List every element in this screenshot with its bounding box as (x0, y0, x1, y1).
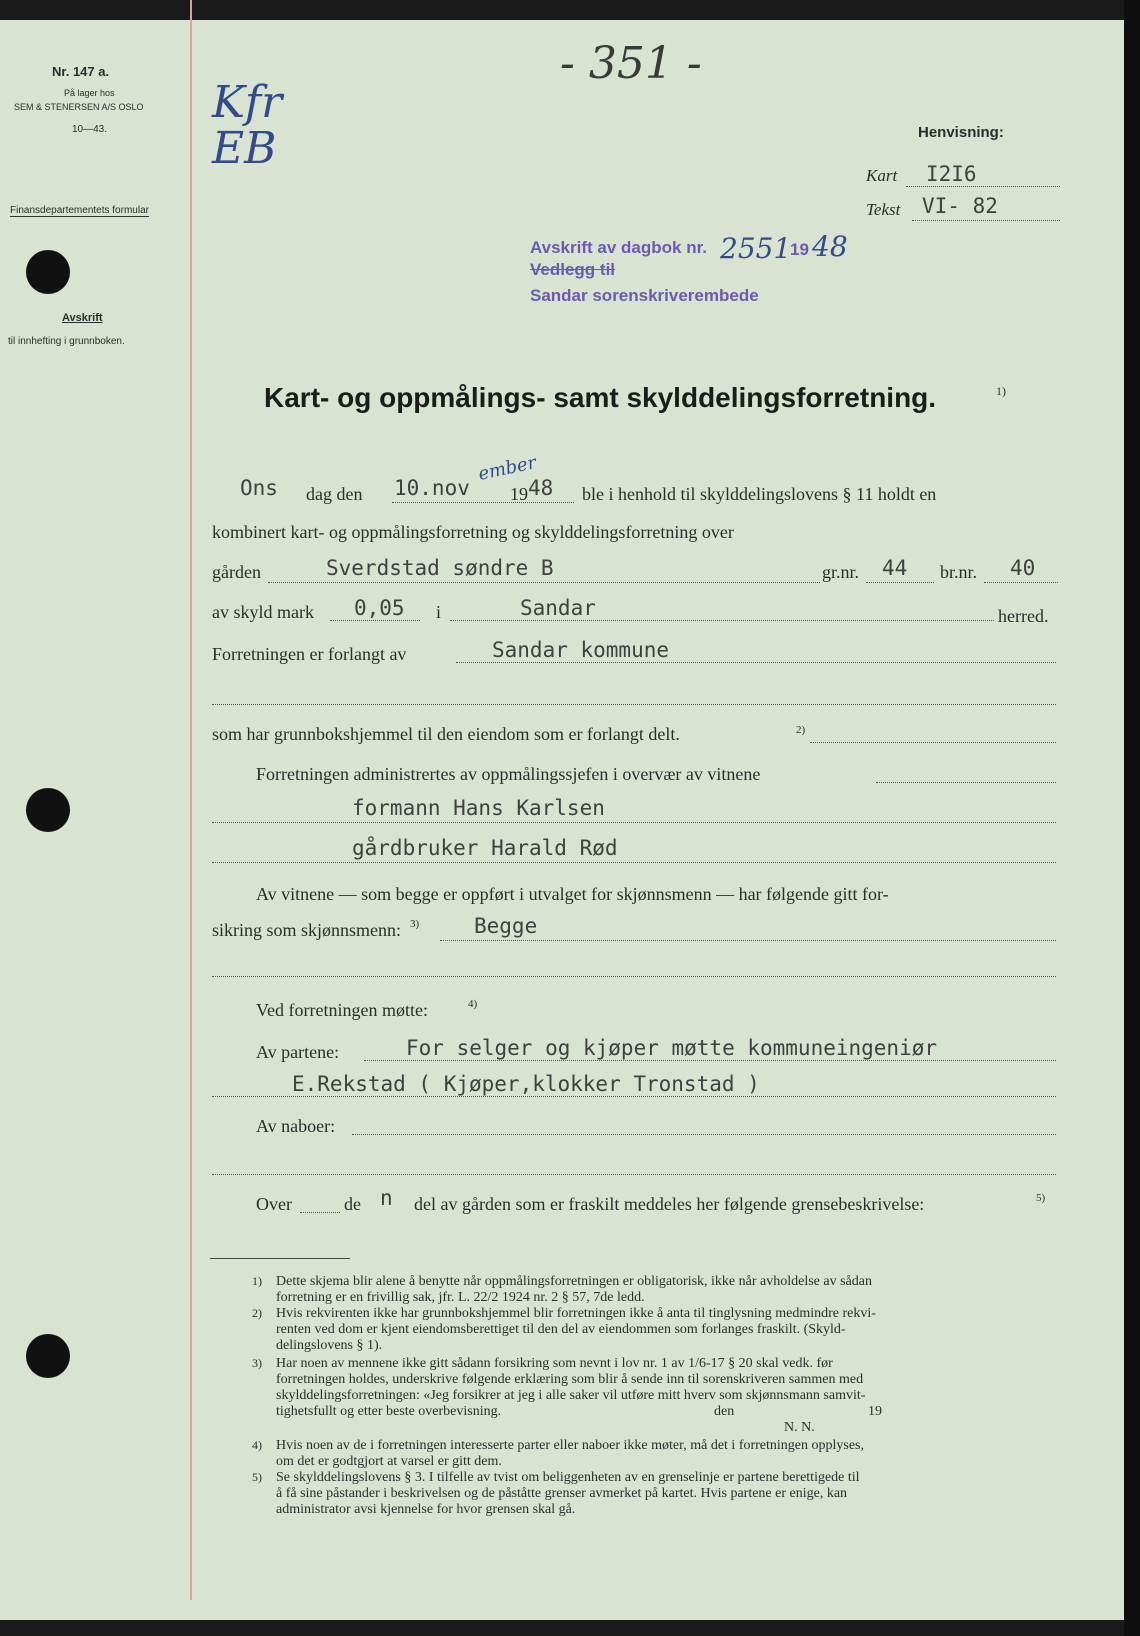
neighbours-label: Av naboer: (256, 1116, 336, 1136)
kart-line (906, 186, 1060, 187)
attend-note: 4) (468, 998, 478, 1010)
skyld-label: av skyld mark (212, 602, 314, 622)
footnote-mark: 3) (252, 1356, 262, 1370)
page-title: Kart- og oppmålings- samt skylddelingsforretning. (264, 382, 937, 413)
over-dots (300, 1212, 340, 1213)
bnr-value: 40 (1010, 556, 1036, 580)
gnr-line (866, 582, 934, 583)
herred-line (450, 620, 994, 621)
year-written: 48 (528, 476, 554, 500)
parties-value2: E.Rekstad ( Kjøper,klokker Tronstad ) (292, 1072, 760, 1096)
footnote-line: forretningen holdes, underskrive følgende erklæring som blir å sende inn til sorenskriveren sammen med (276, 1372, 864, 1387)
farm-line (268, 582, 820, 583)
gnr-value: 44 (882, 556, 908, 580)
initials: Kfr EB (212, 77, 283, 174)
date-written: 10.nov (394, 476, 470, 500)
dag-den-label: dag den (306, 484, 363, 504)
printer-line2: SEM & STENERSEN A/S OSLO (14, 102, 144, 112)
neighbours-line (352, 1134, 1056, 1135)
boundary-rest: del av gården som er fraskilt meddeles her følgende grensebeskrivelse: (414, 1194, 925, 1214)
bnr-line (984, 582, 1058, 583)
farm-value: Sverdstad søndre B (326, 556, 554, 580)
i-label: i (436, 602, 442, 622)
blank-line2 (212, 976, 1056, 977)
deed-note: 2) (796, 724, 806, 736)
assurance-value: Begge (474, 914, 538, 938)
herred-value: Sandar (520, 596, 596, 620)
footnote-line: administrator avsi kjennelse for hvor grensen skal gå. (276, 1502, 576, 1517)
boundary-note: 5) (1036, 1192, 1046, 1204)
stamp-year-suffix: 48 (812, 230, 848, 263)
form-owner: Finansdepartementets formular (10, 205, 149, 216)
punch-hole (26, 1334, 70, 1378)
copy-purpose: til innhefting i grunnboken. (8, 336, 125, 347)
footnote-5 (276, 1470, 1056, 1518)
footnote-line: tighetsfullt og etter beste overbevisning. (276, 1404, 502, 1419)
footnote-line: å få sine påstander i beskrivelsen og de påståtte grenser avmerket på kartet. Hvis partene er enige, kan (276, 1486, 848, 1501)
footnote-3 (276, 1356, 1056, 1420)
copy-label: Avskrift (62, 312, 103, 324)
parties-label: Av partene: (256, 1042, 340, 1062)
reference-label: Henvisning: (918, 124, 1004, 141)
footnote-4 (276, 1438, 1056, 1470)
stamp-entry-number: 2551 (720, 232, 792, 265)
assurance-line2: sikring som skjønnsmenn: (212, 920, 402, 940)
blank-line (212, 704, 1056, 705)
footnote-line: Har noen av mennene ikke gitt sådann forsikring som nevnt i lov nr. 1 av 1/6-17 § 20 skal vedk. før (276, 1356, 833, 1371)
assurance-dots (440, 940, 1056, 941)
footnote-line: skylddelingsforretningen: «Jeg forsikrer at jeg i alle saker vil utføre mitt hverv som skjønnsmann samvit- (276, 1388, 866, 1403)
parties-line2 (212, 1096, 1056, 1097)
footnote-line: Dette skjema blir alene å benytte når oppmålingsforretningen er obligatorisk, ikke når avholdelse av sådan (276, 1274, 872, 1289)
tekst-label: Tekst (866, 200, 901, 219)
kart-value: I2I6 (926, 162, 977, 186)
footnote-line: delingslovens § 1). (276, 1338, 383, 1353)
title-note: 1) (996, 384, 1006, 398)
footnote-line: Se skylddelingslovens § 3. I tilfelle av tvist om beliggenheten av en grenselinje er partene berettigede til (276, 1470, 860, 1485)
de-label: de (344, 1194, 361, 1214)
intro-rest: ble i henhold til skylddelingslovens § 11 holdt en (582, 484, 937, 504)
tekst-value: VI- 82 (922, 194, 998, 218)
requested-line (456, 662, 1056, 663)
deed-dots (810, 742, 1056, 743)
stamp-struck: Vedlegg til (530, 260, 616, 279)
de-suffix: n (380, 1186, 393, 1210)
witness1-line (212, 822, 1056, 823)
skyld-value: 0,05 (354, 596, 405, 620)
attend-label: Ved forretningen møtte: (256, 1000, 428, 1020)
footnote-mark: 1) (252, 1274, 262, 1288)
scan-edge (1124, 0, 1140, 1636)
parties-value1: For selger og kjøper møtte kommuneingeniør (406, 1036, 938, 1060)
gnr-label: gr.nr. (822, 562, 860, 582)
date-line (392, 502, 574, 503)
page-number: - 351 - (560, 38, 702, 89)
print-date: 10—43. (72, 124, 108, 135)
admin-dots (876, 782, 1056, 783)
deed-line: som har grunnbokshjemmel til den eiendom som er forlangt delt. (212, 724, 680, 744)
witness2: gårdbruker Harald Rød (352, 836, 618, 860)
footnote-rule (210, 1258, 350, 1259)
punch-hole (26, 788, 70, 832)
kart-label: Kart (866, 166, 898, 185)
printer-line1: På lager hos (64, 88, 115, 98)
herred-label: herred. (998, 606, 1049, 626)
requested-label: Forretningen er forlangt av (212, 644, 407, 664)
farm-label: gården (212, 562, 261, 582)
requested-value: Sandar kommune (492, 638, 670, 662)
stamp-office: Sandar sorenskriverembede (530, 286, 759, 305)
assurance-line1: Av vitnene — som begge er oppført i utvalget for skjønnsmenn — har følgende gitt for- (256, 884, 889, 904)
footnote-mark: 4) (252, 1438, 262, 1452)
stamp-line1: Avskrift av dagbok nr. (530, 238, 707, 257)
footnote-den: den (714, 1404, 735, 1419)
year-prefix: 19 (510, 484, 528, 504)
footnote-line: forretning er en frivillig sak, jfr. L. 22/2 1924 nr. 2 § 57, 7de ledd. (276, 1290, 645, 1305)
skyld-line (330, 620, 420, 621)
over-label: Over (256, 1194, 292, 1214)
admin-line: Forretningen administrertes av oppmålingssjefen i overvær av vitnene (256, 764, 761, 784)
intro-line2: kombinert kart- og oppmålingsforretning og skylddelingsforretning over (212, 522, 734, 542)
footnote-1 (276, 1274, 1056, 1306)
footnote-year: 19 (868, 1404, 882, 1419)
form-number: Nr. 147 a. (52, 64, 110, 79)
tekst-line (912, 220, 1060, 221)
footnote-line: Hvis rekvirenten ikke har grunnbokshjemmel blir forretningen ikke å anta til tinglysning medmindre rekvi- (276, 1306, 876, 1321)
blank-line3 (212, 1174, 1056, 1175)
bnr-label: br.nr. (940, 562, 978, 582)
assurance-note: 3) (410, 918, 420, 930)
footnote-mark: 2) (252, 1306, 262, 1320)
witness1: formann Hans Karlsen (352, 796, 605, 820)
footnote-2 (276, 1306, 1056, 1354)
punch-hole (26, 250, 70, 294)
stamp-year-prefix: 19 (790, 240, 809, 259)
footnote-signature: N. N. (784, 1420, 815, 1435)
footnote-line: om det er godtgjort at varsel er gitt dem. (276, 1454, 502, 1469)
footnote-line: Hvis noen av de i forretningen interesserte parter eller naboer ikke møter, må det i forretningen opplyses, (276, 1438, 865, 1453)
margin-line (190, 0, 192, 1600)
footnote-line: renten ved dom er kjent eiendomsberettiget til den del av eiendommen som forlanges fraskilt. (Skyld- (276, 1322, 846, 1337)
month-suffix: ember (476, 452, 539, 485)
footnote-mark: 5) (252, 1470, 262, 1484)
witness2-line (212, 862, 1056, 863)
day-written: Ons (240, 476, 278, 500)
parties-line1 (364, 1060, 1056, 1061)
